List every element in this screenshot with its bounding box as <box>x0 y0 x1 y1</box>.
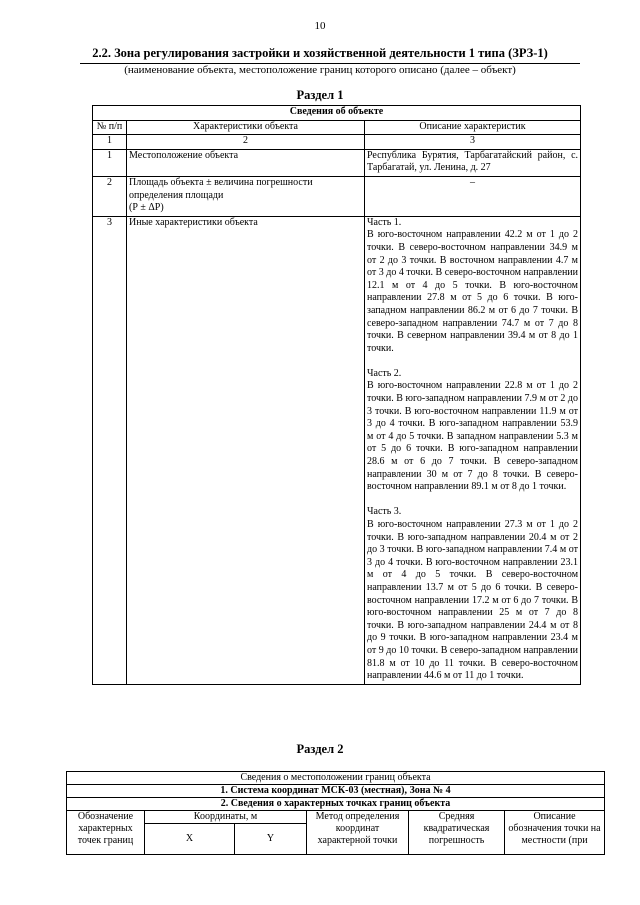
column-header: Средняя квадратическая погрешность <box>409 811 505 855</box>
row-characteristic: Местоположение объекта <box>127 149 365 176</box>
table-row <box>93 149 581 176</box>
row-description <box>365 216 581 684</box>
part-text: В юго-восточном направлении 22.8 м от 1 до 2 точки. В юго-западном направлении 7.9 м от 2 до 3 точки. В юго-восточном направлении 11.9 м от 3 до 4 точки. В юго-западном направлении 53.9 м от 4 до 5 точки. В западном направлении 5.3 м от 5 до 6 точки. В юго-западном направлении 28.6 м от 6 до 7 точки. В северо-западном направлении 30 м от 7 до 8 точки. В северо-восточном направлении 89.1 м от 8 до 1 точки. <box>367 380 579 493</box>
column-number: 3 <box>365 135 581 150</box>
row-characteristic: Иные характеристики объекта <box>127 216 365 684</box>
part-title: Часть 2. <box>367 367 402 379</box>
part-block <box>367 506 578 682</box>
area-formula: (Р ± ΔР) <box>129 202 164 214</box>
part-text: В юго-восточном направлении 42.2 м от 1 до 2 точки. В северо-восточном направлении 34.9 м от 2 до 3 точки. В восточном направлении 4.7 м от 3 до 4 точки. В северо-восточном направлении 12.1 м от 4 до 5 точки. В юго-восточном направлении 27.8 м от 5 до 6 точки. В юго-западном направлении 86.2 м от 6 до 7 точки. В северо-западном направлении 74.7 м от 7 до 8 точки. В северном направлении 39.4 м от 8 до 1 точки. <box>367 229 579 354</box>
column-header-y: Y <box>235 824 307 855</box>
document-title: 2.2. Зона регулирования застройки и хозяйственной деятельности 1 типа (ЗРЗ-1) <box>92 46 548 60</box>
part-title: Часть 3. <box>367 506 402 518</box>
document-subtitle: (наименование объекта, местоположение границ которого описано (далее – объект) <box>124 64 516 76</box>
table-title: Сведения о местоположении границ объекта <box>67 772 605 785</box>
column-number: 2 <box>127 135 365 150</box>
row-number: 3 <box>93 216 127 684</box>
object-info-table <box>92 105 581 685</box>
column-header: Описание обозначения точки на местности (при <box>505 811 605 855</box>
column-header: Характеристики объекта <box>127 120 365 135</box>
area-label: Площадь объекта ± величина погрешности определения площади <box>129 176 313 201</box>
part-block <box>367 368 578 494</box>
table-header-row <box>93 120 581 135</box>
column-header: Обозначение характерных точек границ <box>67 811 145 855</box>
boundary-points-table <box>66 771 605 855</box>
section2-heading: Раздел 2 <box>296 742 344 756</box>
coordinate-system-row <box>67 785 605 798</box>
table-header-row <box>67 811 605 824</box>
column-header: Описание характеристик <box>365 120 581 135</box>
page-number: 10 <box>314 20 326 32</box>
part-title: Часть 1. <box>367 216 402 228</box>
table-title-row <box>67 772 605 785</box>
table-title-row <box>93 106 581 121</box>
points-title: 2. Сведения о характерных точках границ объекта <box>67 798 605 811</box>
row-description: Республика Бурятия, Тарбагатайский район, с. Тарбагатай, ул. Ленина, д. 27 <box>365 149 581 176</box>
row-number: 1 <box>93 149 127 176</box>
table-row <box>93 176 581 216</box>
table-row <box>93 216 581 684</box>
column-header: Метод определения координат характерной точки <box>307 811 409 855</box>
coordinate-system: 1. Система координат МСК-03 (местная), Зона № 4 <box>67 785 605 798</box>
column-header: Координаты, м <box>145 811 307 824</box>
column-header-x: X <box>145 824 235 855</box>
row-characteristic <box>127 176 365 216</box>
column-header: № п/п <box>93 120 127 135</box>
table-column-numbers-row <box>93 135 581 150</box>
part-text: В юго-восточном направлении 27.3 м от 1 до 2 точки. В юго-западном направлении 20.4 м от 2 до 3 точки. В юго-западном направлении 7.4 м от 3 до 4 точки. В юго-восточном направлении 23.1 м от 4 до 5 точки. В северо-восточном направлении 13.7 м от 5 до 6 точки. В северо-восточном направлении 17.2 м от 6 до 7 точки. В юго-восточном направлении 25 м от 7 до 8 точки. В юго-западном направлении 24.4 м от 8 до 9 точки. В юго-западном направлении 23.4 м от 9 до 10 точки. В северо-западном направлении 81.8 м от 10 до 11 точки. В северо-восточном направлении 44.6 м от 11 до 1 точки. <box>367 519 579 682</box>
points-title-row <box>67 798 605 811</box>
column-number: 1 <box>93 135 127 150</box>
row-description: – <box>365 176 581 216</box>
table-title: Сведения об объекте <box>93 106 581 121</box>
part-block <box>367 217 578 356</box>
section1-heading: Раздел 1 <box>296 88 344 102</box>
row-number: 2 <box>93 176 127 216</box>
